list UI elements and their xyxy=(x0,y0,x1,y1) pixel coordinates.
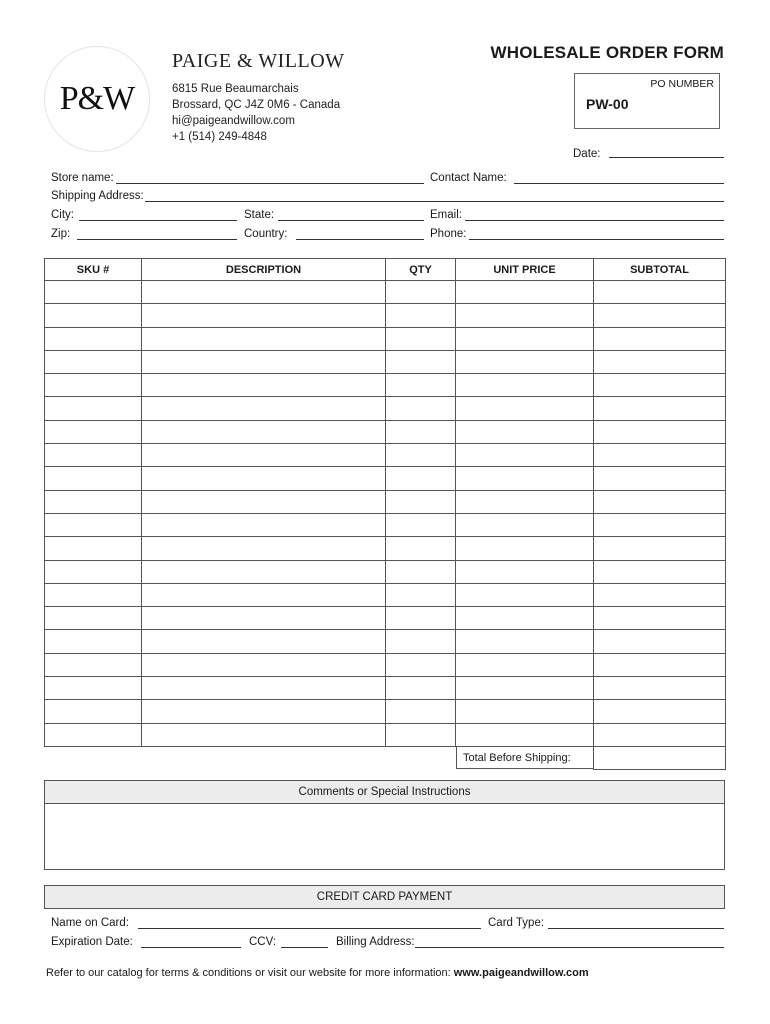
table-row xyxy=(45,281,726,304)
unit-price-cell[interactable] xyxy=(456,537,594,560)
form-title: WHOLESALE ORDER FORM xyxy=(490,43,724,62)
table-row xyxy=(45,304,726,327)
table-row xyxy=(45,374,726,397)
subtotal-cell[interactable] xyxy=(594,304,726,327)
sku-cell[interactable] xyxy=(45,397,142,420)
table-row xyxy=(45,537,726,560)
sku-cell[interactable] xyxy=(45,467,142,490)
sku-cell[interactable] xyxy=(45,304,142,327)
unit-price-cell[interactable] xyxy=(456,630,594,653)
sku-cell[interactable] xyxy=(45,583,142,606)
unit-price-cell[interactable] xyxy=(456,653,594,676)
table-row xyxy=(45,490,726,513)
comments-title: Comments or Special Instructions xyxy=(45,781,724,804)
description-cell[interactable] xyxy=(142,630,386,653)
po-number-value: PW-00 xyxy=(586,96,629,112)
description-cell[interactable] xyxy=(142,490,386,513)
subtotal-cell[interactable] xyxy=(594,350,726,373)
email-label: Email: xyxy=(430,209,462,221)
sku-cell[interactable] xyxy=(45,281,142,304)
header-unit-price: UNIT PRICE xyxy=(456,259,594,281)
description-cell[interactable] xyxy=(142,700,386,723)
unit-price-cell[interactable] xyxy=(456,490,594,513)
table-row xyxy=(45,630,726,653)
shipping-address-label: Shipping Address: xyxy=(51,190,144,202)
description-cell[interactable] xyxy=(142,560,386,583)
sku-cell[interactable] xyxy=(45,560,142,583)
logo-mark: P&W xyxy=(59,80,135,117)
sku-cell[interactable] xyxy=(45,653,142,676)
unit-price-cell[interactable] xyxy=(456,397,594,420)
description-cell[interactable] xyxy=(142,304,386,327)
footer-note xyxy=(46,967,589,979)
qty-cell[interactable] xyxy=(386,397,456,420)
qty-cell[interactable] xyxy=(386,537,456,560)
unit-price-cell[interactable] xyxy=(456,281,594,304)
description-cell[interactable] xyxy=(142,677,386,700)
subtotal-cell[interactable] xyxy=(594,374,726,397)
qty-cell[interactable] xyxy=(386,723,456,746)
description-cell[interactable] xyxy=(142,281,386,304)
table-row xyxy=(45,397,726,420)
sku-cell[interactable] xyxy=(45,630,142,653)
comments-section xyxy=(44,780,725,870)
subtotal-cell[interactable] xyxy=(594,327,726,350)
subtotal-cell[interactable] xyxy=(594,444,726,467)
po-number-box[interactable] xyxy=(574,73,720,129)
name-on-card-field[interactable] xyxy=(138,928,481,929)
subtotal-cell[interactable] xyxy=(594,397,726,420)
sku-cell[interactable] xyxy=(45,350,142,373)
table-row xyxy=(45,444,726,467)
qty-cell[interactable] xyxy=(386,700,456,723)
qty-cell[interactable] xyxy=(386,560,456,583)
table-row xyxy=(45,560,726,583)
footer-text: Refer to our catalog for terms & conditions or visit our website for more information: xyxy=(46,967,451,979)
payment-section xyxy=(44,885,725,909)
logo xyxy=(44,46,150,152)
header-qty: QTY xyxy=(386,259,456,281)
qty-cell[interactable] xyxy=(386,653,456,676)
table-row xyxy=(45,607,726,630)
table-body xyxy=(45,281,726,747)
qty-cell[interactable] xyxy=(386,583,456,606)
sku-cell[interactable] xyxy=(45,513,142,536)
website-link[interactable]: www.paigeandwillow.com xyxy=(453,967,589,979)
comments-field[interactable] xyxy=(45,804,724,869)
sku-cell[interactable] xyxy=(45,490,142,513)
table-row xyxy=(45,583,726,606)
header-sku: SKU # xyxy=(45,259,142,281)
table-row xyxy=(45,677,726,700)
phone-field[interactable] xyxy=(469,239,724,240)
sku-cell[interactable] xyxy=(45,444,142,467)
ccv-field[interactable] xyxy=(281,947,328,948)
unit-price-cell[interactable] xyxy=(456,327,594,350)
address-line1: 6815 Rue Beaumarchais xyxy=(172,83,299,95)
table-row xyxy=(45,653,726,676)
subtotal-cell[interactable] xyxy=(594,513,726,536)
order-items-table xyxy=(44,258,726,747)
unit-price-cell[interactable] xyxy=(456,467,594,490)
store-name-field[interactable] xyxy=(116,183,424,184)
unit-price-cell[interactable] xyxy=(456,513,594,536)
description-cell[interactable] xyxy=(142,467,386,490)
description-cell[interactable] xyxy=(142,723,386,746)
expiration-date-label: Expiration Date: xyxy=(51,936,133,948)
qty-cell[interactable] xyxy=(386,444,456,467)
po-number-label: PO NUMBER xyxy=(650,78,714,90)
sku-cell[interactable] xyxy=(45,677,142,700)
subtotal-cell[interactable] xyxy=(594,281,726,304)
ccv-label: CCV: xyxy=(249,936,277,948)
qty-cell[interactable] xyxy=(386,304,456,327)
subtotal-cell[interactable] xyxy=(594,723,726,746)
qty-cell[interactable] xyxy=(386,677,456,700)
city-label: City: xyxy=(51,209,74,221)
sku-cell[interactable] xyxy=(45,700,142,723)
qty-cell[interactable] xyxy=(386,490,456,513)
table-row xyxy=(45,700,726,723)
zip-field[interactable] xyxy=(77,239,237,240)
sku-cell[interactable] xyxy=(45,420,142,443)
unit-price-cell[interactable] xyxy=(456,583,594,606)
billing-address-field[interactable] xyxy=(415,947,724,948)
subtotal-cell[interactable] xyxy=(594,677,726,700)
company-email: hi@paigeandwillow.com xyxy=(172,115,295,127)
subtotal-cell[interactable] xyxy=(594,420,726,443)
sku-cell[interactable] xyxy=(45,537,142,560)
subtotal-cell[interactable] xyxy=(594,467,726,490)
table-row xyxy=(45,467,726,490)
date-field[interactable] xyxy=(609,157,724,158)
state-label: State: xyxy=(244,209,275,221)
qty-cell[interactable] xyxy=(386,374,456,397)
store-name-label: Store name: xyxy=(51,172,114,184)
unit-price-cell[interactable] xyxy=(456,723,594,746)
company-phone: +1 (514) 249-4848 xyxy=(172,131,267,143)
state-field[interactable] xyxy=(278,220,424,221)
sku-cell[interactable] xyxy=(45,374,142,397)
subtotal-cell[interactable] xyxy=(594,537,726,560)
email-field[interactable] xyxy=(465,220,724,221)
subtotal-cell[interactable] xyxy=(594,607,726,630)
subtotal-cell[interactable] xyxy=(594,630,726,653)
table-row xyxy=(45,723,726,746)
unit-price-cell[interactable] xyxy=(456,677,594,700)
country-field[interactable] xyxy=(296,239,424,240)
card-type-field[interactable] xyxy=(548,928,724,929)
unit-price-cell[interactable] xyxy=(456,350,594,373)
header-subtotal: SUBTOTAL xyxy=(594,259,726,281)
subtotal-cell[interactable] xyxy=(594,583,726,606)
description-cell[interactable] xyxy=(142,513,386,536)
description-cell[interactable] xyxy=(142,607,386,630)
qty-cell[interactable] xyxy=(386,420,456,443)
company-name: PAIGE & WILLOW xyxy=(172,50,345,72)
subtotal-cell[interactable] xyxy=(594,653,726,676)
description-cell[interactable] xyxy=(142,327,386,350)
unit-price-cell[interactable] xyxy=(456,420,594,443)
city-field[interactable] xyxy=(79,220,237,221)
header-description: DESCRIPTION xyxy=(142,259,386,281)
table-row xyxy=(45,420,726,443)
description-cell[interactable] xyxy=(142,397,386,420)
table-header-row xyxy=(45,259,726,281)
description-cell[interactable] xyxy=(142,374,386,397)
payment-title: CREDIT CARD PAYMENT xyxy=(45,886,724,908)
description-cell[interactable] xyxy=(142,653,386,676)
qty-cell[interactable] xyxy=(386,513,456,536)
expiration-date-field[interactable] xyxy=(141,947,241,948)
total-before-shipping-label: Total Before Shipping: xyxy=(463,752,571,764)
card-type-label: Card Type: xyxy=(488,917,545,929)
zip-label: Zip: xyxy=(51,228,71,240)
phone-label: Phone: xyxy=(430,228,467,240)
table-row xyxy=(45,327,726,350)
unit-price-cell[interactable] xyxy=(456,700,594,723)
unit-price-cell[interactable] xyxy=(456,444,594,467)
qty-cell[interactable] xyxy=(386,467,456,490)
description-cell[interactable] xyxy=(142,444,386,467)
qty-cell[interactable] xyxy=(386,327,456,350)
qty-cell[interactable] xyxy=(386,281,456,304)
name-on-card-label: Name on Card: xyxy=(51,917,129,929)
shipping-address-field[interactable] xyxy=(145,201,724,202)
sku-cell[interactable] xyxy=(45,607,142,630)
sku-cell[interactable] xyxy=(45,723,142,746)
unit-price-cell[interactable] xyxy=(456,607,594,630)
table-row xyxy=(45,350,726,373)
country-label: Country: xyxy=(244,228,288,240)
sku-cell[interactable] xyxy=(45,327,142,350)
table-row xyxy=(45,513,726,536)
address-line2: Brossard, QC J4Z 0M6 - Canada xyxy=(172,99,341,111)
qty-cell[interactable] xyxy=(386,350,456,373)
description-cell[interactable] xyxy=(142,350,386,373)
contact-name-field[interactable] xyxy=(514,183,724,184)
total-before-shipping-field[interactable] xyxy=(593,746,726,770)
subtotal-cell[interactable] xyxy=(594,560,726,583)
unit-price-cell[interactable] xyxy=(456,304,594,327)
qty-cell[interactable] xyxy=(386,607,456,630)
subtotal-cell[interactable] xyxy=(594,490,726,513)
description-cell[interactable] xyxy=(142,583,386,606)
qty-cell[interactable] xyxy=(386,630,456,653)
description-cell[interactable] xyxy=(142,537,386,560)
subtotal-cell[interactable] xyxy=(594,700,726,723)
description-cell[interactable] xyxy=(142,420,386,443)
billing-address-label: Billing Address: xyxy=(336,936,415,948)
date-label: Date: xyxy=(573,148,601,160)
unit-price-cell[interactable] xyxy=(456,374,594,397)
contact-name-label: Contact Name: xyxy=(430,172,507,184)
unit-price-cell[interactable] xyxy=(456,560,594,583)
